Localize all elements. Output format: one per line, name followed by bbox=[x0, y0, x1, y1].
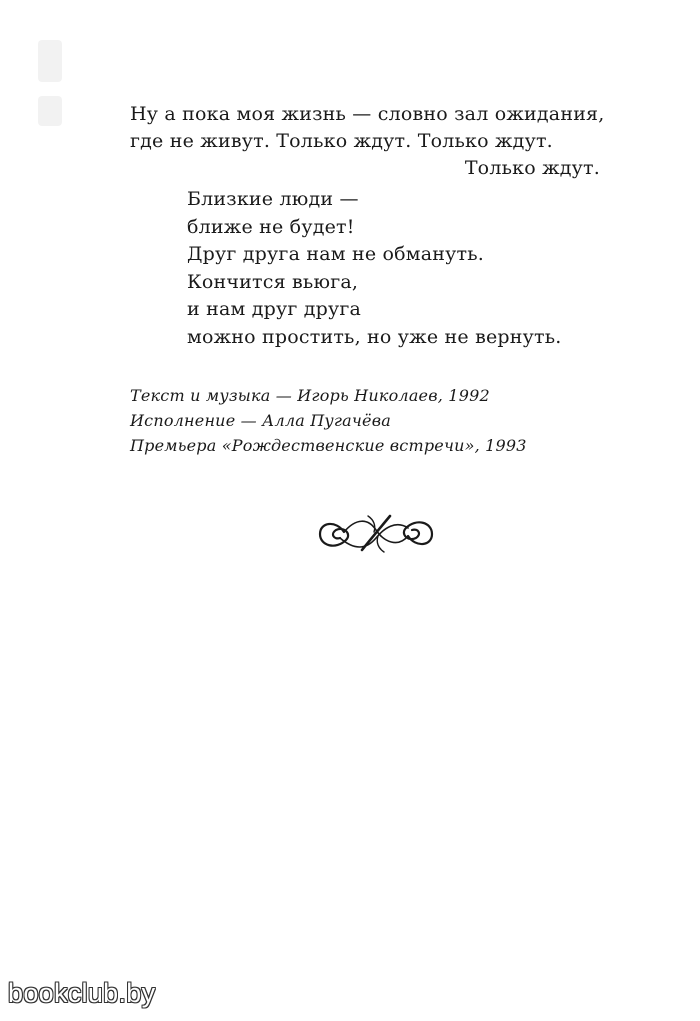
page-edge-shadow bbox=[38, 40, 62, 82]
chorus-line: ближе не будет! bbox=[187, 215, 355, 238]
flourish-ornament-icon bbox=[314, 510, 438, 558]
watermark-text: bookclub.by bbox=[8, 978, 156, 1008]
chorus-line: и нам друг друга bbox=[187, 298, 362, 320]
credit-line-author: Текст и музыка — Игорь Николаев, 1992 bbox=[130, 386, 490, 405]
verse-line: где не живут. Только ждут. Только ждут. bbox=[130, 130, 553, 152]
verse-line: Ну а пока моя жизнь — словно зал ожидания, bbox=[130, 103, 605, 125]
song-credits bbox=[130, 383, 527, 458]
chorus-line: Кончится вьюга, bbox=[187, 270, 359, 293]
credit-line-performer: Исполнение — Алла Пугачёва bbox=[130, 411, 391, 430]
credit-line-premiere: Премьера «Рождественские встречи», 1993 bbox=[130, 436, 527, 455]
chorus-line: Близкие люди — bbox=[187, 188, 359, 210]
verse-stanza bbox=[130, 101, 605, 182]
chorus-stanza bbox=[187, 186, 562, 351]
chorus-line: Друг друга нам не обмануть. bbox=[187, 243, 485, 265]
page-edge-shadow bbox=[38, 96, 62, 126]
verse-line-indented: Только ждут. bbox=[464, 157, 600, 179]
chorus-line: можно простить, но уже не вернуть. bbox=[187, 325, 562, 348]
